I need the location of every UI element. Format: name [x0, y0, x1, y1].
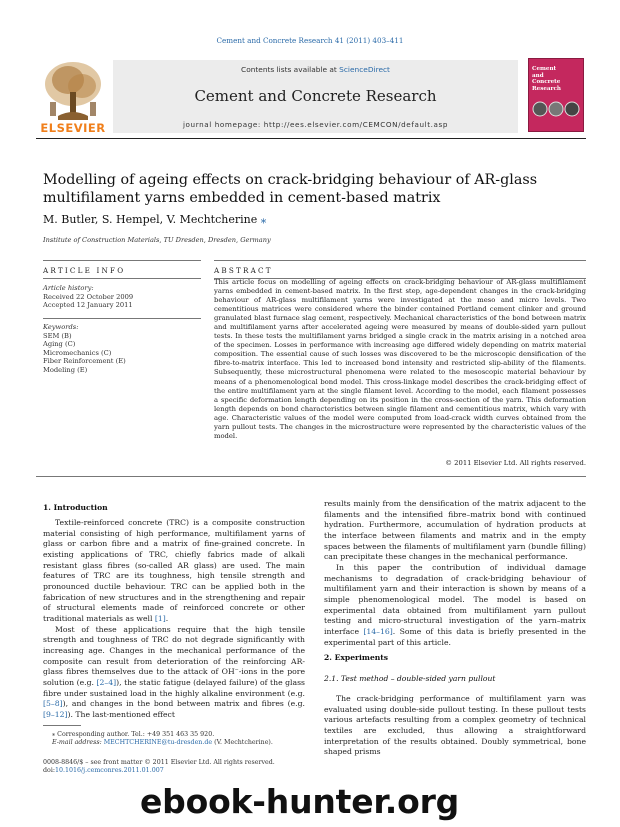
right-p2-text: In this paper the contribution of individual damage mechanisms to degradation of crack-bridging behaviour of multifilament yarn and their interaction is shown by means of a simple phenomenological model. The model is based on experimental data obtained from multifilament yarn pullout testing and micro-structural investigation of the yarn–matrix interface [324, 562, 586, 636]
cover-title-line: Concrete [532, 79, 561, 85]
intro-paragraph-1: Textile-reinforced concrete (TRC) is a composite construction material consisting of high performance, multifilament yarns of glass or carbon fibre and a matrix of fine-grained concrete. In existing applications of TRC, chiefly fabrics made of alkali resistant glass fibres (so-called AR glass) are used. The main features of TRC are its toughness, high tensile strength and pronounced ductile behaviour. TRC can be applied both in the fabrication of new structures and in the strengthening and repair of structural elements made of reinforced concrete or other traditional materials as well [1]. [43, 518, 305, 623]
keyword-item[interactable]: Modeling (E) [43, 365, 88, 374]
introduction-heading: 1. Introduction [43, 503, 108, 512]
right-paragraph-1: results mainly from the densification of the matrix adjacent to the filaments and the intensified fibre–matrix bond with continued hydration. Furthermore, accumulation of hydration products at the interface between filaments and matrix and in the empty spaces between the filaments of multifilament yarn (bundle filling) can precipitate these changes in the mechanical performance. [324, 499, 586, 562]
intro-p2-text: ). The last-mentioned effect [67, 709, 175, 719]
article-title: Modelling of ageing effects on crack-bridging behaviour of AR-glass multifilament yarns embedded in cement-based matrix [43, 172, 538, 206]
header-rule [36, 138, 586, 139]
abstract-rule-bottom [36, 476, 586, 477]
contents-available-line [113, 65, 518, 74]
elsevier-wordmark: ELSEVIER [40, 121, 106, 135]
received-date: Received 22 October 2009 [43, 292, 134, 301]
keyword-item[interactable]: Micromechanics (C) [43, 348, 112, 357]
contents-prefix: Contents lists available at [241, 65, 340, 74]
doi-link[interactable]: 10.1016/j.cemconres.2011.01.007 [54, 767, 164, 775]
history-label: Article history: [43, 284, 94, 292]
article-info-rule-top [43, 260, 201, 261]
keywords-label: Keywords: [43, 323, 79, 331]
keywords-block [43, 323, 201, 375]
keyword-item[interactable]: Aging (C) [43, 340, 76, 349]
test-method-subheading: 2.1. Test method – double-sided yarn pullout [324, 674, 496, 683]
issn-line: 0008-8846/$ – see front matter © 2011 Elsevier Ltd. All rights reserved. [43, 759, 275, 766]
reference-link[interactable]: [9–12] [43, 709, 68, 719]
intro-p2-text: ), and changes in the bond between matrix and fibres (e.g. [62, 699, 305, 709]
email-footnote [52, 739, 302, 747]
intro-paragraph-2 [43, 625, 305, 721]
author-names[interactable]: M. Butler, S. Hempel, V. Mechtcherine [43, 213, 258, 226]
experiments-heading: 2. Experiments [324, 653, 389, 662]
article-info-rule-mid [43, 278, 201, 279]
left-column-text [43, 518, 305, 720]
keywords-rule [43, 318, 201, 319]
cover-image-circles [531, 96, 581, 122]
reference-link[interactable]: [2–4] [96, 677, 117, 687]
intro-p2-text: ), the static fatigue (delayed failure) of the glass fibre under sustained load in the highly alkaline environment (e.g. [43, 677, 305, 698]
experiments-text [324, 694, 586, 758]
keyword-item[interactable]: Fiber Reinforcement (E) [43, 357, 126, 366]
abstract-label: ABSTRACT [214, 266, 273, 275]
issn-doi-block [43, 759, 343, 775]
abstract-text: This article focus on modelling of ageing effects on crack-bridging behaviour of AR-glass multifilament yarns embedded in cement-based matrix. In the first step, age-dependent changes in the crack-bridging behaviour of AR-glass multifilament yarns were investigated at the meso and micro levels. Two cementitious matrices were considered where the binder contained Portland cement clinker and ground granulated blast furnace slag cement, respectively. Mechanical characteristics of the bond between matrix and multifilament yarns after accelerated ageing were measured by means of double-sided yarn pullout tests. In these tests the multifilament yarns bridged a single crack in the matrix arising in a notched area of the specimen. Losses in performance with increasing age differed widely depending on matrix material composition. The essential cause of such losses was discovered to be the microscopic densification of the fibre-to-matrix interface. This led to increased bond intensity and restricted slip-ability of the filaments. Subsequently, these microstructural phenomena were related to the mesoscopic material behaviour by means of a phenomenological bond model. This cross-linkage model describes the crack-bridging effect of the entire multifilament yarn at the single filament level. According to the model, each filament possesses a specific deformation length depending on its position in the cross-section of the yarn. This deformation length depends on bond characteristics between single filament and cementitious matrix, which vary with age. Characteristic values of the model were computed from load-crack width curves obtained from the yarn pullout tests. The changes in the microstructure were represented by the characteristic values of the model. [214, 278, 586, 440]
cover-title-line: Cement [532, 66, 557, 72]
cover-title-line: Research [532, 85, 561, 92]
abstract-copyright: © 2011 Elsevier Ltd. All rights reserved. [445, 459, 586, 467]
accepted-date: Accepted 12 January 2011 [43, 301, 133, 310]
keyword-item[interactable]: SEM (B) [43, 331, 72, 340]
reference-link[interactable]: [14–16] [363, 626, 393, 636]
email-link[interactable]: MECHTCHERINE@tu-dresden.de [103, 739, 213, 747]
author-affiliation: Institute of Construction Materials, TU Dresden, Dresden, Germany [43, 236, 271, 244]
cover-title-line: and [532, 72, 544, 79]
doi-label: doi: [43, 767, 55, 775]
article-authors [43, 213, 266, 226]
reference-link[interactable]: [5–8] [43, 699, 63, 709]
reference-link[interactable]: [1] [154, 613, 166, 623]
right-paragraph-2 [324, 563, 586, 648]
journal-title: Cement and Concrete Research [194, 87, 437, 105]
article-info-label: ARTICLE INFO [43, 266, 126, 275]
intro-p2-text: Most of these applications require that the high tensile strength and toughness of TRC do not degrade significantly with increasing age. Changes in the mechanical performance of the composite can result from deterioration of the reinforcing AR-glass fibres themselves due to the attack of OH⁻-ions in the pore solution (e.g. [43, 624, 305, 687]
email-suffix: (V. Mechtcherine). [212, 739, 273, 747]
article-history [43, 284, 201, 310]
sciencedirect-link[interactable]: ScienceDirect [339, 65, 390, 74]
footnote-block [52, 731, 302, 747]
doi-line [43, 767, 343, 775]
journal-citation[interactable]: Cement and Concrete Research 41 (2011) 403–411 [216, 36, 404, 45]
abstract-rule-top [214, 260, 586, 261]
right-column-text [324, 499, 586, 648]
intro-p1-text: Textile-reinforced concrete (TRC) is a composite construction material consisting of high performance, multifilament yarns of glass or carbon fibre and a matrix of fine-grained concrete. In existing applications of TRC, chiefly fabrics made of alkali resistant glass fibres (so-called AR glass) are used. The main features of TRC are its toughness, high tensile strength and pronounced ductile behaviour. TRC can be applied both in the fabrication of new structures and in the strengthening and repair of structural elements made of reinforced concrete or other traditional materials as well [43, 518, 305, 623]
footnote-rule [43, 725, 81, 726]
corresponding-author-mark[interactable]: ⁎ [260, 213, 267, 226]
right-p2-text: . Some of this data is briefly presented in the experimental part of this article. [324, 626, 586, 647]
email-label: E-mail address: [52, 739, 104, 747]
corresponding-author-footnote: ⁎ Corresponding author. Tel.: +49 351 463 35 920. [52, 731, 215, 738]
experiments-paragraph-1: The crack-bridging performance of multifilament yarn was evaluated using double-side pullout testing. In these pullout tests various artefacts resulting from a complex geometry of technical textiles are excluded, thus allowing a straightforward interpretation of the results obtained. Doubly symmetrical, bone shaped prisms [324, 694, 586, 757]
watermark-text: ebook-hunter.org [140, 782, 460, 821]
journal-homepage-link[interactable]: journal homepage: http://ees.elsevier.com/CEMCON/default.asp [182, 120, 449, 129]
cover-title [532, 66, 582, 92]
